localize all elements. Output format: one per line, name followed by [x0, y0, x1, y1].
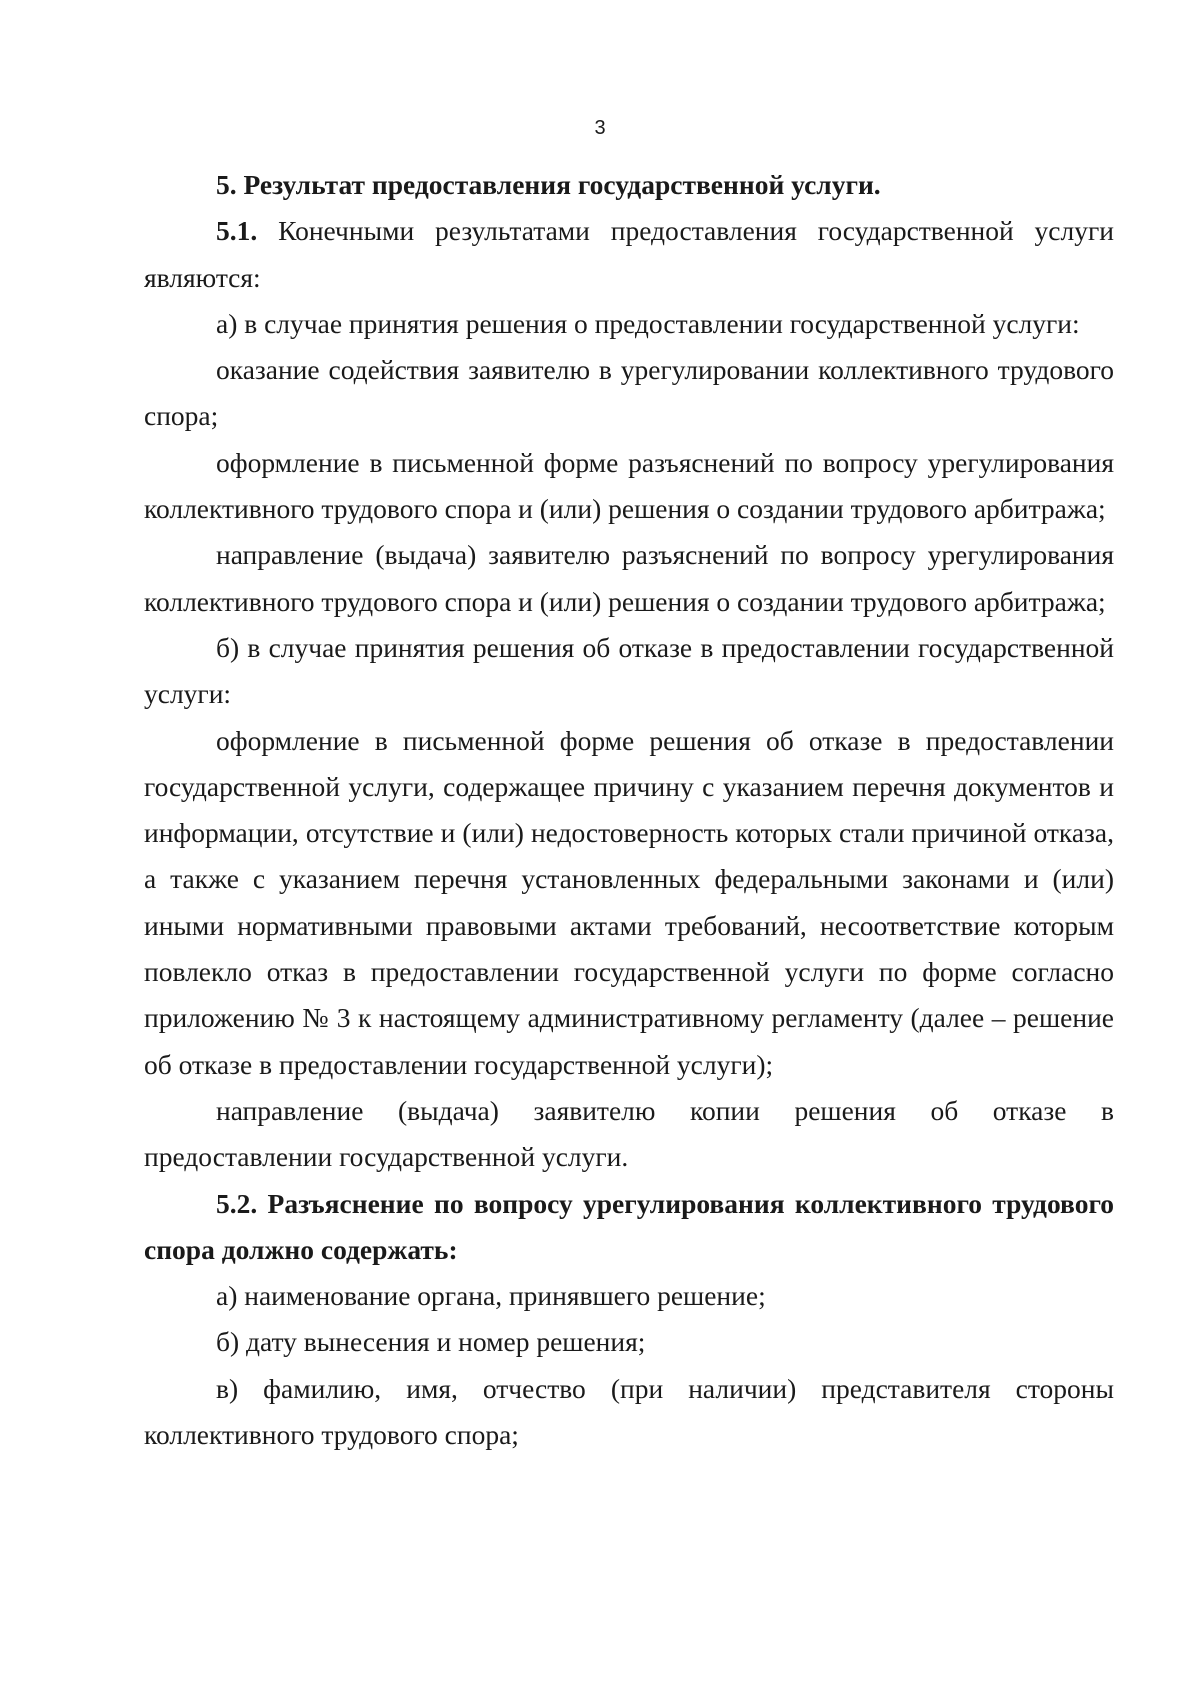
item-a: а) в случае принятия решения о предоставлении государственной услуги: [216, 307, 1080, 339]
paragraph-5-1-text: Конечными результатами предоставления государственной услуги являются: [144, 215, 1114, 293]
item-a-assistance: оказание содействия заявителю в урегулировании коллективного трудового спора; [144, 354, 1114, 432]
paragraph-5-1-number: 5.1. [216, 215, 258, 247]
paragraph-5-2-b: б) дату вынесения и номер решения; [216, 1326, 646, 1358]
item-b-refusal-decision: оформление в письменной форме решения об отказе в предоставлении государственной услуги, содержащее причину с указанием перечня документов и информации, отсутствие и (или) недостоверность которых стали причиной отказа, а также с указанием перечня установленных федеральными законами и (или) иными нормативными правовыми актами требований, несоответствие которым повлекло отказ в предоставлении государственной услуги по форме согласно приложению № 3 к настоящему административному регламенту (далее – решение об отказе в предоставлении государственной услуги); [144, 724, 1114, 1080]
document-body [144, 162, 1114, 1458]
section-heading: 5. Результат предоставления государственной услуги. [216, 169, 881, 200]
paragraph-5-1 [144, 208, 1114, 301]
item-a-delivery: направление (выдача) заявителю разъяснений по вопросу урегулирования коллективного трудового спора и (или) решения о создании трудового арбитража; [144, 539, 1114, 617]
item-b-delivery: направление (выдача) заявителю копии решения об отказе в предоставлении государственной услуги. [144, 1094, 1114, 1173]
page-number: 3 [594, 117, 606, 139]
paragraph-5-2: 5.2. Разъяснение по вопросу урегулирования коллективного трудового спора должно содержать: [144, 1187, 1114, 1265]
item-b: б) в случае принятия решения об отказе в предоставлении государственной услуги: [144, 631, 1114, 710]
paragraph-5-2-a: а) наименование органа, принявшего решение; [216, 1280, 766, 1312]
paragraph-5-2-c: в) фамилию, имя, отчество (при наличии) представителя стороны коллективного трудового спора; [144, 1372, 1114, 1451]
item-a-written-clarification: оформление в письменной форме разъяснений по вопросу урегулирования коллективного трудового спора и (или) решения о создании трудового арбитража; [144, 446, 1114, 525]
